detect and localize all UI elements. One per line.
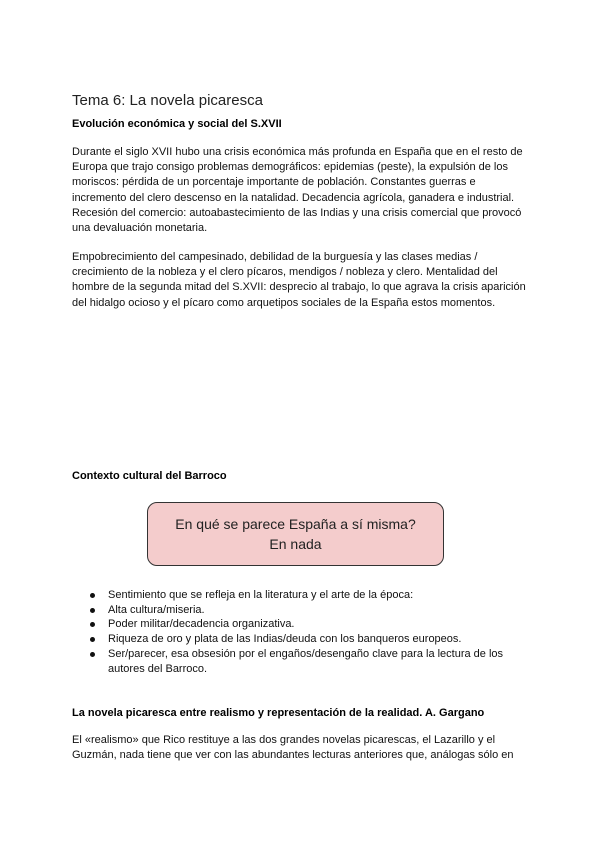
bullet-icon (90, 622, 95, 627)
paragraph-sociedad: Empobrecimiento del campesinado, debilidad de la burguesía y las clases medias / crecimiento de la nobleza y el clero pícaros, mendigos / nobleza y clero. Mentalidad del hombre de la segunda mitad del S.XVII: desprecio al trabajo, lo que agrava la crisis aparición del hidalgo ocioso y el pícaro como arquetipos sociales de la España estos momentos. (72, 251, 526, 309)
page-title: Tema 6: La novela picaresca (72, 92, 263, 109)
list-item (72, 603, 528, 618)
bullet-icon (90, 637, 95, 642)
callout-answer: En nada (269, 536, 322, 552)
list-item (72, 647, 528, 676)
bullet-icon (90, 652, 95, 657)
list-item-text: Riqueza de oro y plata de las Indias/deuda con los banqueros europeos. (108, 633, 462, 646)
section-heading-picaresca: La novela picaresca entre realismo y representación de la realidad. A. Gargano (72, 707, 485, 719)
list-item-text: Sentimiento que se refleja en la literatura y el arte de la época: (108, 589, 414, 601)
bullet-list (72, 588, 528, 676)
list-item (72, 632, 528, 647)
paragraph-realismo: El «realismo» que Rico restituye a las dos grandes novelas picarescas, el Lazarillo y el Guzmán, nada tiene que ver con las abundantes lecturas anteriores que, análogas sólo en (72, 734, 514, 762)
list-item-text: Ser/parecer, esa obsesión por el engaños/desengaño clave para la lectura de los autores del Barroco. (108, 647, 504, 675)
bullet-icon (90, 593, 95, 598)
callout-question: En qué se parece España a sí misma? (175, 516, 416, 532)
list-item-text: Poder militar/decadencia organizativa. (108, 618, 295, 631)
paragraph-crisis: Durante el siglo XVII hubo una crisis económica más profunda en España que en el resto de Europa que trajo consigo problemas demográficos: epidemias (peste), la expulsión de los moriscos: pérdida de un porcentaje importante de población. Constantes guerras e incremento del clero descenso en la natalidad. Decadencia agrícola, ganadera e industrial. Recesión del comercio: autoabastecimiento de las Indias y una crisis comercial que provocó una devaluación monetaria. (72, 146, 523, 235)
section-heading-economia: Evolución económica y social del S.XVII (72, 118, 282, 130)
bullet-icon (90, 608, 95, 613)
callout-box (147, 502, 444, 566)
section-heading-barroco: Contexto cultural del Barroco (72, 470, 227, 482)
list-item (72, 588, 528, 603)
list-item (72, 617, 528, 632)
list-item-text: Alta cultura/miseria. (108, 603, 205, 616)
